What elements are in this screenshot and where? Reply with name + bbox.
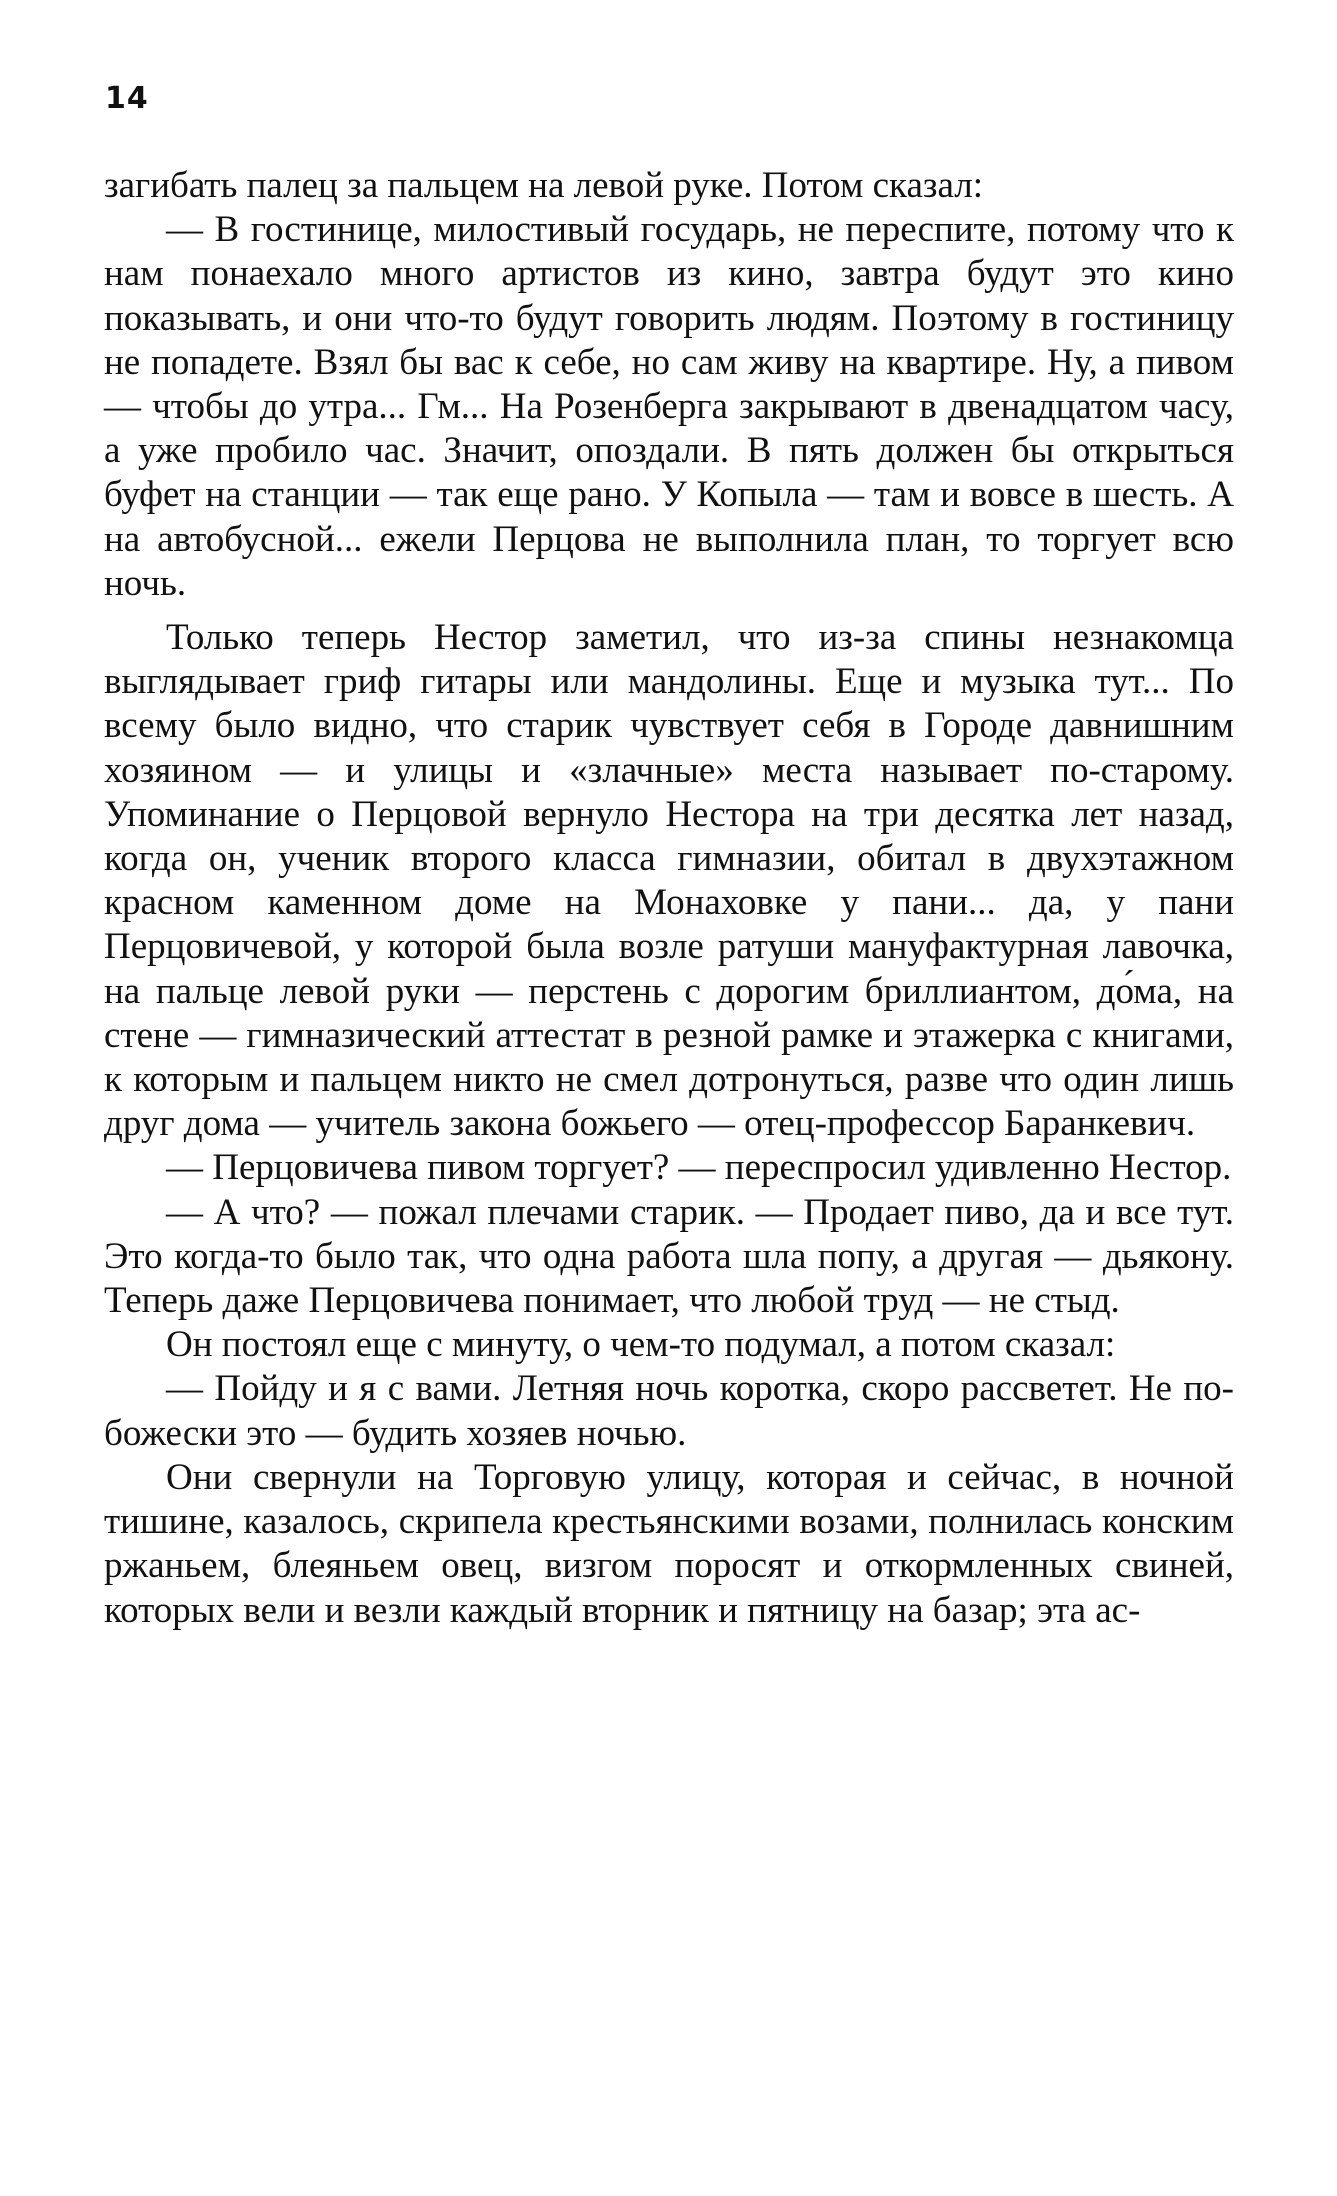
page-text: [104, 164, 1234, 1633]
page-number: 14: [105, 81, 149, 116]
paragraph-continued: загибать палец за пальцем на левой руке. Потом сказал:: [104, 165, 984, 206]
paragraph-dialogue-nestor: — Перцовичева пивом торгует? — переспросил удивленно Нестор.: [166, 1147, 1232, 1189]
paragraph-narration-memory: Только теперь Нестор заметил, что из-за спины незнакомца выглядывает гриф гитары или мандолины. Еще и музыка тут... По всему было видно, что старик чувствует себя в Городе давнишним хозяином — и улицы и «злачные» места называет по-старому. Упоминание о Перцовой вернуло Нестора на три десятка лет назад, когда он, ученик второго класса гимназии, обитал в двухэтажном красном каменном доме на Монаховке у пани... да, у пани Перцовичевой, у которой была возле ратуши мануфактурная лавочка, на пальце левой руки — перстень с дорогим бриллиантом, до́ма, на стене — гимназический аттестат в резной рамке и этажерка с книгами, к которым и пальцем никто не смел дотронуться, разве что один лишь друг дома — учитель закона божьего — отец-профессор Баранкевич.: [104, 617, 1234, 1145]
paragraph-narration-street: Они свернули на Торговую улицу, которая и сейчас, в ночной тишине, казалось, скрипела крестьянскими возами, полнилась конским ржаньем, блеяньем овец, визгом поросят и откормленных свиней, которых вели и везли каждый вторник и пятницу на базар; эта ас-: [104, 1456, 1234, 1631]
paragraph-dialogue-going: — Пойду и я с вами. Летняя ночь коротка, скоро рассветет. Не по-божески это — будить хозяев ночью.: [104, 1368, 1234, 1454]
paragraph-dialogue-stranger: — В гостинице, милостивый государь, не переспите, потому что к нам понаехало много артистов из кино, завтра будут это кино показывать, и они что-то будут говорить людям. Поэтому в гостиницу не попадете. Взял бы вас к себе, но сам живу на квартире. Ну, а пивом — чтобы до утра... Гм... На Розенберга закрывают в двенадцатом часу, а уже пробило час. Значит, опоздали. В пять должен бы открыться буфет на станции — так еще рано. У Копыла — там и вовсе в шесть. А на автобусной... ежели Перцова не выполнила план, то торгует всю ночь.: [104, 209, 1234, 604]
paragraph-narration-pause: Он постоял еще с минуту, о чем-то подумал, а потом сказал:: [166, 1324, 1116, 1366]
paragraph-dialogue-old-man: — А что? — пожал плечами старик. — Продает пиво, да и все тут. Это когда-то было так, что одна работа шла попу, а другая — дьякону. Теперь даже Перцовичева понимает, что любой труд — не стыд.: [104, 1191, 1234, 1322]
